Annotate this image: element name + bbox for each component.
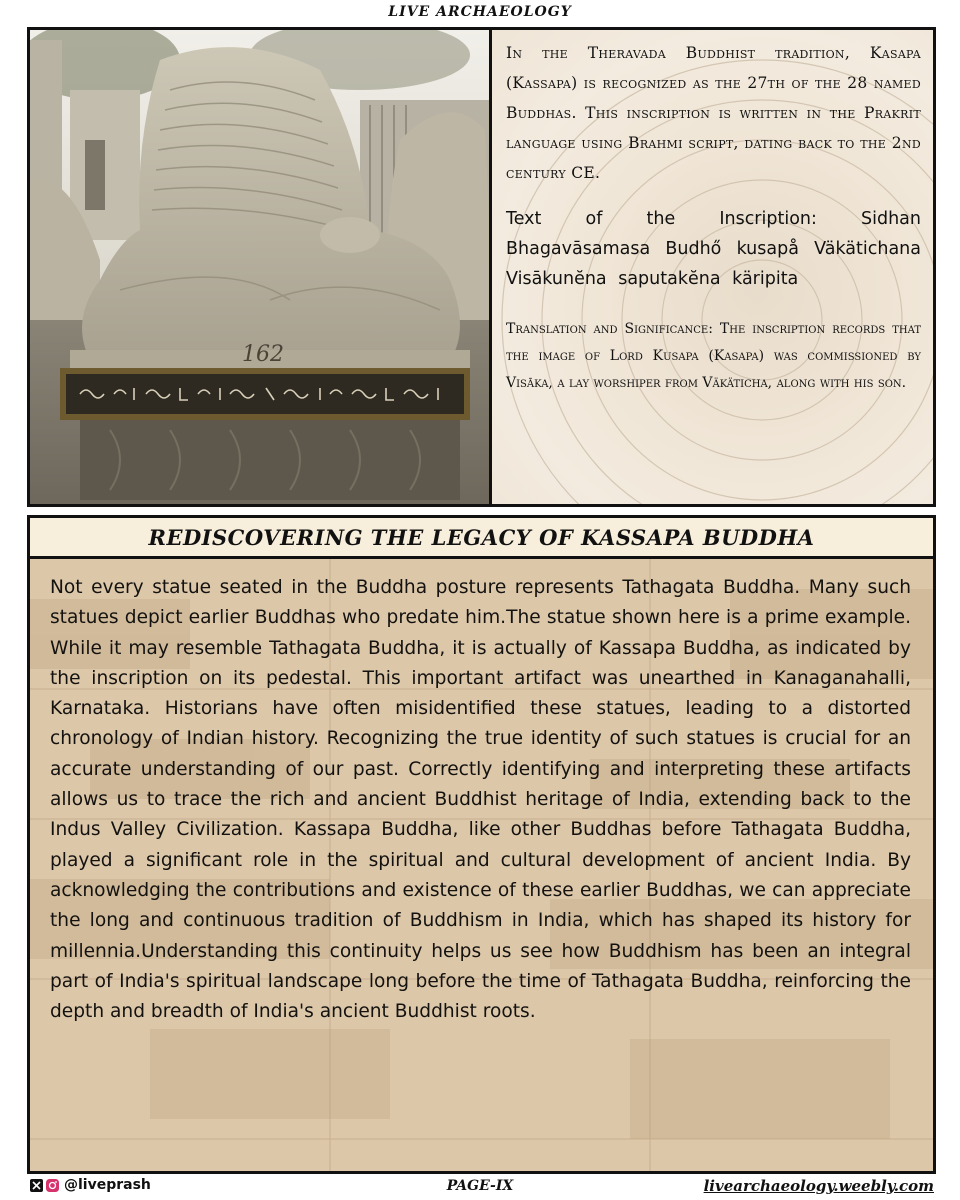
article-body-panel [27, 556, 936, 1174]
statue-photo [27, 27, 492, 507]
statue-illustration [30, 30, 492, 507]
page-footer [0, 1174, 960, 1200]
pedestal-number: 162 [242, 342, 284, 367]
section-heading-bar [27, 515, 936, 559]
page-header-title: LIVE ARCHAEOLOGY [388, 4, 572, 20]
article-body-text: Not every statue seated in the Buddha posture represents Tathagata Buddha. Many such statues depict earlier Buddhas who predate him.The statue shown here is a prime example. While it may resemble Tathagata Buddha, it is actually of Kassapa Buddha, as indicated by the inscription on its pedestal. This important artifact was unearthed in Kanaganahalli, Karnataka. Historians have often misidentified these statues, leading to a distorted chronology of Indian history. Recognizing the true identity of such statues is crucial for an accurate understanding of our past. Correctly identifying and interpreting these artifacts allows us to trace the rich and ancient Buddhist heritage of India, extending back to the Indus Valley Civilization. Kassapa Buddha, like other Buddhas before Tathagata Buddha, played a significant role in the spiritual and cultural development of ancient India. By acknowledging the contributions and existence of these earlier Buddhas, we can appreciate the long and continuous tradition of Buddhism in India, which has shaped its history for millennia.Understanding this continuity helps us see how Buddhism has been an integral part of India's spiritual landscape long before the time of Tathagata Buddha, reinforcing the depth and breadth of India's ancient Buddhist roots. [50, 577, 911, 1023]
page-number: PAGE-IX [446, 1178, 514, 1194]
section-heading: REDISCOVERING THE LEGACY OF KASSAPA BUDDHA [148, 524, 815, 550]
translation-paragraph: Translation and Significance: The inscription records that the image of Lord Kusapa (Kasapa) was commissioned by Visāka, a lay worshiper from Väkäticha, along with his son. [506, 321, 921, 391]
website-link[interactable]: livearchaeology.weebly.com [703, 1177, 934, 1195]
intro-paragraph: In the Theravada Buddhist tradition, Kasapa (Kassapa) is recognized as the 27th of the 28 named Buddhas. This inscription is written in the Prakrit language using Brahmi script, dating back to the 2nd century CE. [506, 44, 921, 182]
social-handle[interactable]: @liveprash [64, 1177, 151, 1193]
inscription-info-panel [489, 27, 936, 507]
inscription-text: Text of the Inscription: Sidhan Bhagavāsamasa Budhő kusapå Väkätichana Visākunĕna saputakĕna käripita [506, 209, 921, 289]
